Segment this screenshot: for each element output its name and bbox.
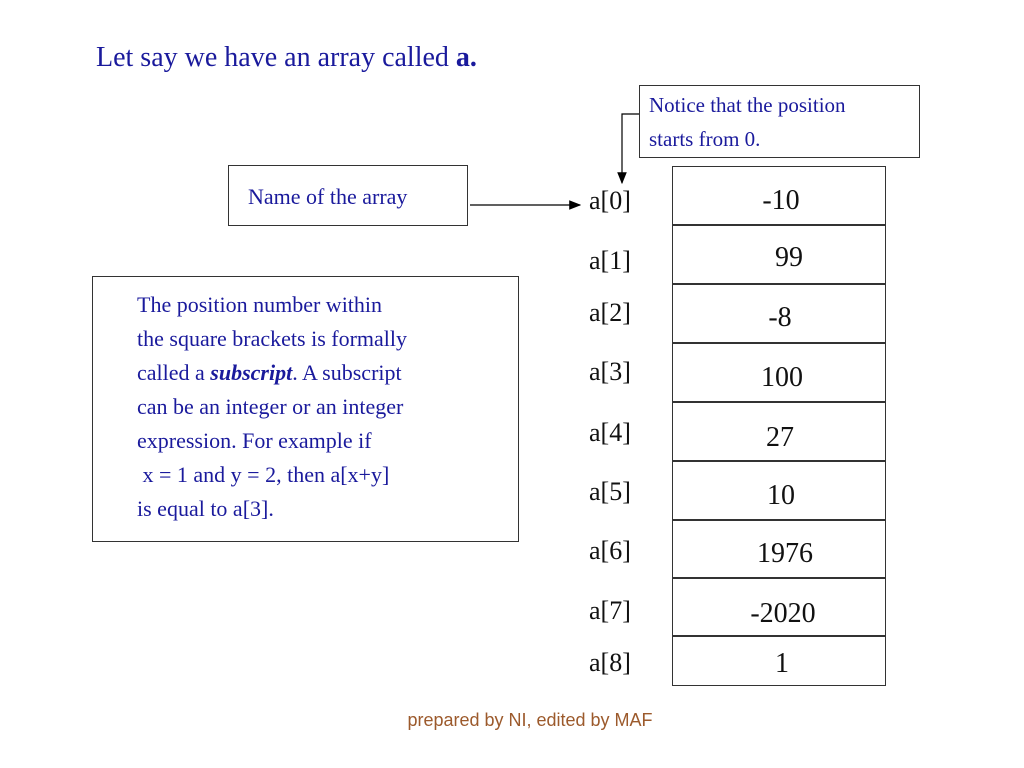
array-index-label: a[7] — [589, 596, 631, 625]
explanation-line-2: the square brackets is formally — [137, 326, 408, 351]
explanation-line-7: is equal to a[3]. — [137, 496, 274, 521]
explanation-line-6: x = 1 and y = 2, then a[x+y] — [137, 462, 390, 487]
array-value: -8 — [768, 302, 792, 333]
footer-credit: prepared by NI, edited by MAF — [407, 710, 653, 730]
array-index-label: a[0] — [589, 186, 631, 215]
notice-line-1: Notice that the position — [649, 93, 846, 117]
array-index-label: a[8] — [589, 648, 631, 677]
notice-arrow — [622, 114, 639, 183]
subscript-term: subscript — [210, 360, 293, 385]
notice-line-2: starts from 0. — [649, 127, 761, 151]
array-value: 1 — [775, 648, 789, 679]
explanation-line-3-post: . A subscript — [292, 360, 402, 385]
explanation-line-5: expression. For example if — [137, 428, 372, 453]
array-index-label: a[2] — [589, 298, 631, 327]
array-value: 27 — [766, 422, 794, 453]
array-index-label: a[5] — [589, 477, 631, 506]
array-value: -10 — [762, 185, 800, 216]
array-value: 1976 — [757, 538, 813, 569]
array-index-label: a[6] — [589, 536, 631, 565]
title-bold-name: a. — [455, 42, 477, 73]
explanation-line-1: The position number within — [137, 292, 383, 317]
array-index-label: a[1] — [589, 246, 631, 275]
array-value: 100 — [761, 362, 803, 393]
array-value: -2020 — [750, 598, 816, 629]
array-index-label: a[3] — [589, 357, 631, 386]
name-label: Name of the array — [248, 184, 408, 209]
array-index-label: a[4] — [589, 418, 631, 447]
explanation-line-4: can be an integer or an integer — [137, 394, 404, 419]
array-value: 10 — [767, 480, 795, 511]
array-value: 99 — [775, 242, 803, 273]
title-text: Let say we have an array called — [96, 42, 456, 73]
explanation-line-3-pre: called a — [137, 360, 211, 385]
